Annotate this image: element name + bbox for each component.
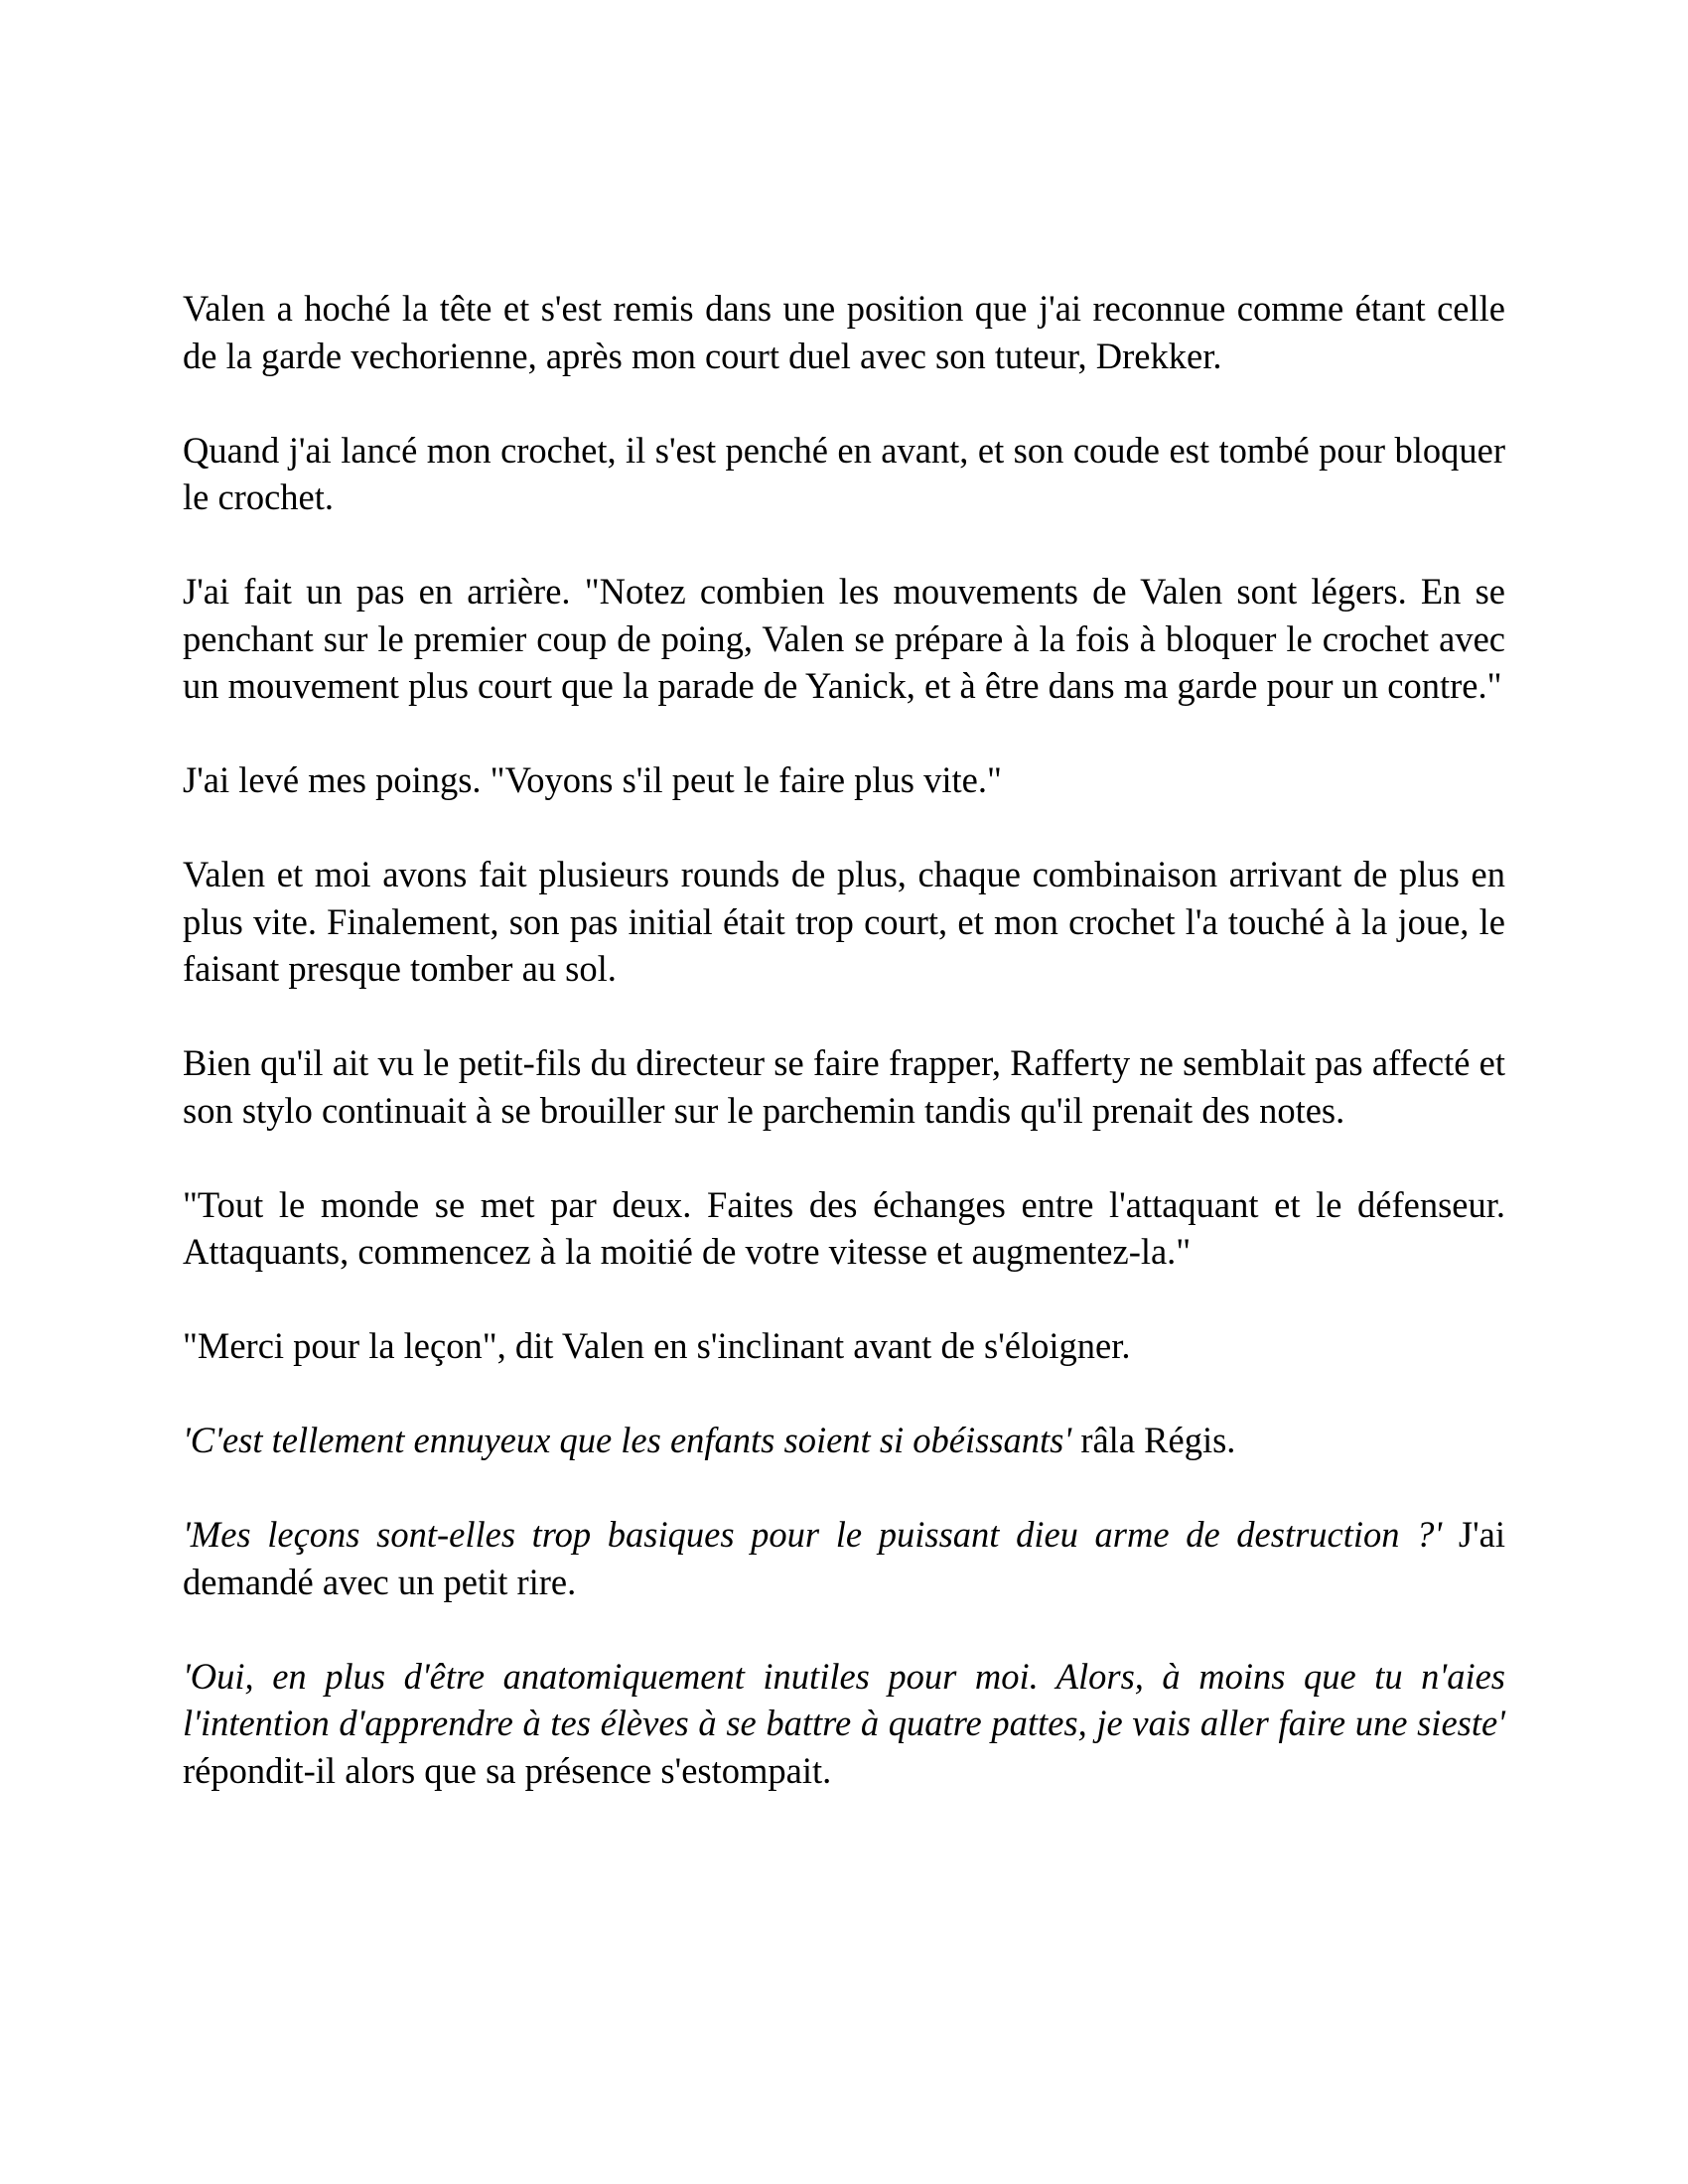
- paragraph-text: Bien qu'il ait vu le petit-fils du directeur se faire frapper, Rafferty ne semblait pas affecté et son stylo continuait à se brouiller sur le parchemin tandis qu'il prenait des notes.: [183, 1042, 1505, 1131]
- paragraph-7: [183, 1181, 1505, 1276]
- paragraph-text: Valen et moi avons fait plusieurs rounds de plus, chaque combinaison arrivant de plus en plus vite. Finalement, son pas initial était trop court, et mon crochet l'a touché à la joue, le faisant presque tomber au sol.: [183, 854, 1505, 989]
- document-page: [183, 285, 1505, 1842]
- paragraph-9: [183, 1417, 1505, 1464]
- italic-thought-text: 'Oui, en plus d'être anatomiquement inutiles pour moi. Alors, à moins que tu n'aies l'intention d'apprendre à tes élèves à se battre à quatre pattes, je vais aller faire une sieste': [183, 1655, 1505, 1743]
- paragraph-text: Quand j'ai lancé mon crochet, il s'est penché en avant, et son coude est tombé pour bloquer le crochet.: [183, 429, 1505, 517]
- paragraph-3: [183, 568, 1505, 710]
- paragraph-6: [183, 1039, 1505, 1134]
- paragraph-text: J'ai levé mes poings. "Voyons s'il peut le faire plus vite.": [183, 759, 1002, 800]
- paragraph-11: [183, 1653, 1505, 1795]
- paragraph-text: Valen a hoché la tête et s'est remis dans une position que j'ai reconnue comme étant celle de la garde vechorienne, après mon court duel avec son tuteur, Drekker.: [183, 288, 1505, 376]
- paragraph-4: [183, 756, 1505, 804]
- italic-thought-text: 'Mes leçons sont-elles trop basiques pour le puissant dieu arme de destruction ?': [183, 1514, 1443, 1555]
- paragraph-10: [183, 1511, 1505, 1605]
- paragraph-text: J'ai fait un pas en arrière. "Notez combien les mouvements de Valen sont légers. En se penchant sur le premier coup de poing, Valen se prépare à la fois à bloquer le crochet avec un mouvement plus court que la parade de Yanick, et à être dans ma garde pour un contre.": [183, 571, 1505, 706]
- paragraph-text: J'ai demandé avec un petit rire.: [183, 1514, 1505, 1602]
- paragraph-1: [183, 285, 1505, 379]
- paragraph-text: râla Régis.: [1071, 1420, 1236, 1460]
- italic-thought-text: 'C'est tellement ennuyeux que les enfants soient si obéissants': [183, 1420, 1072, 1460]
- paragraph-text: "Merci pour la leçon", dit Valen en s'inclinant avant de s'éloigner.: [183, 1325, 1131, 1366]
- paragraph-5: [183, 851, 1505, 993]
- paragraph-text: "Tout le monde se met par deux. Faites des échanges entre l'attaquant et le défenseur. Attaquants, commencez à la moitié de votre vitesse et augmentez-la.": [183, 1183, 1505, 1272]
- paragraph-text: répondit-il alors que sa présence s'estompait.: [183, 1749, 832, 1791]
- paragraph-8: [183, 1322, 1505, 1370]
- paragraph-2: [183, 427, 1505, 521]
